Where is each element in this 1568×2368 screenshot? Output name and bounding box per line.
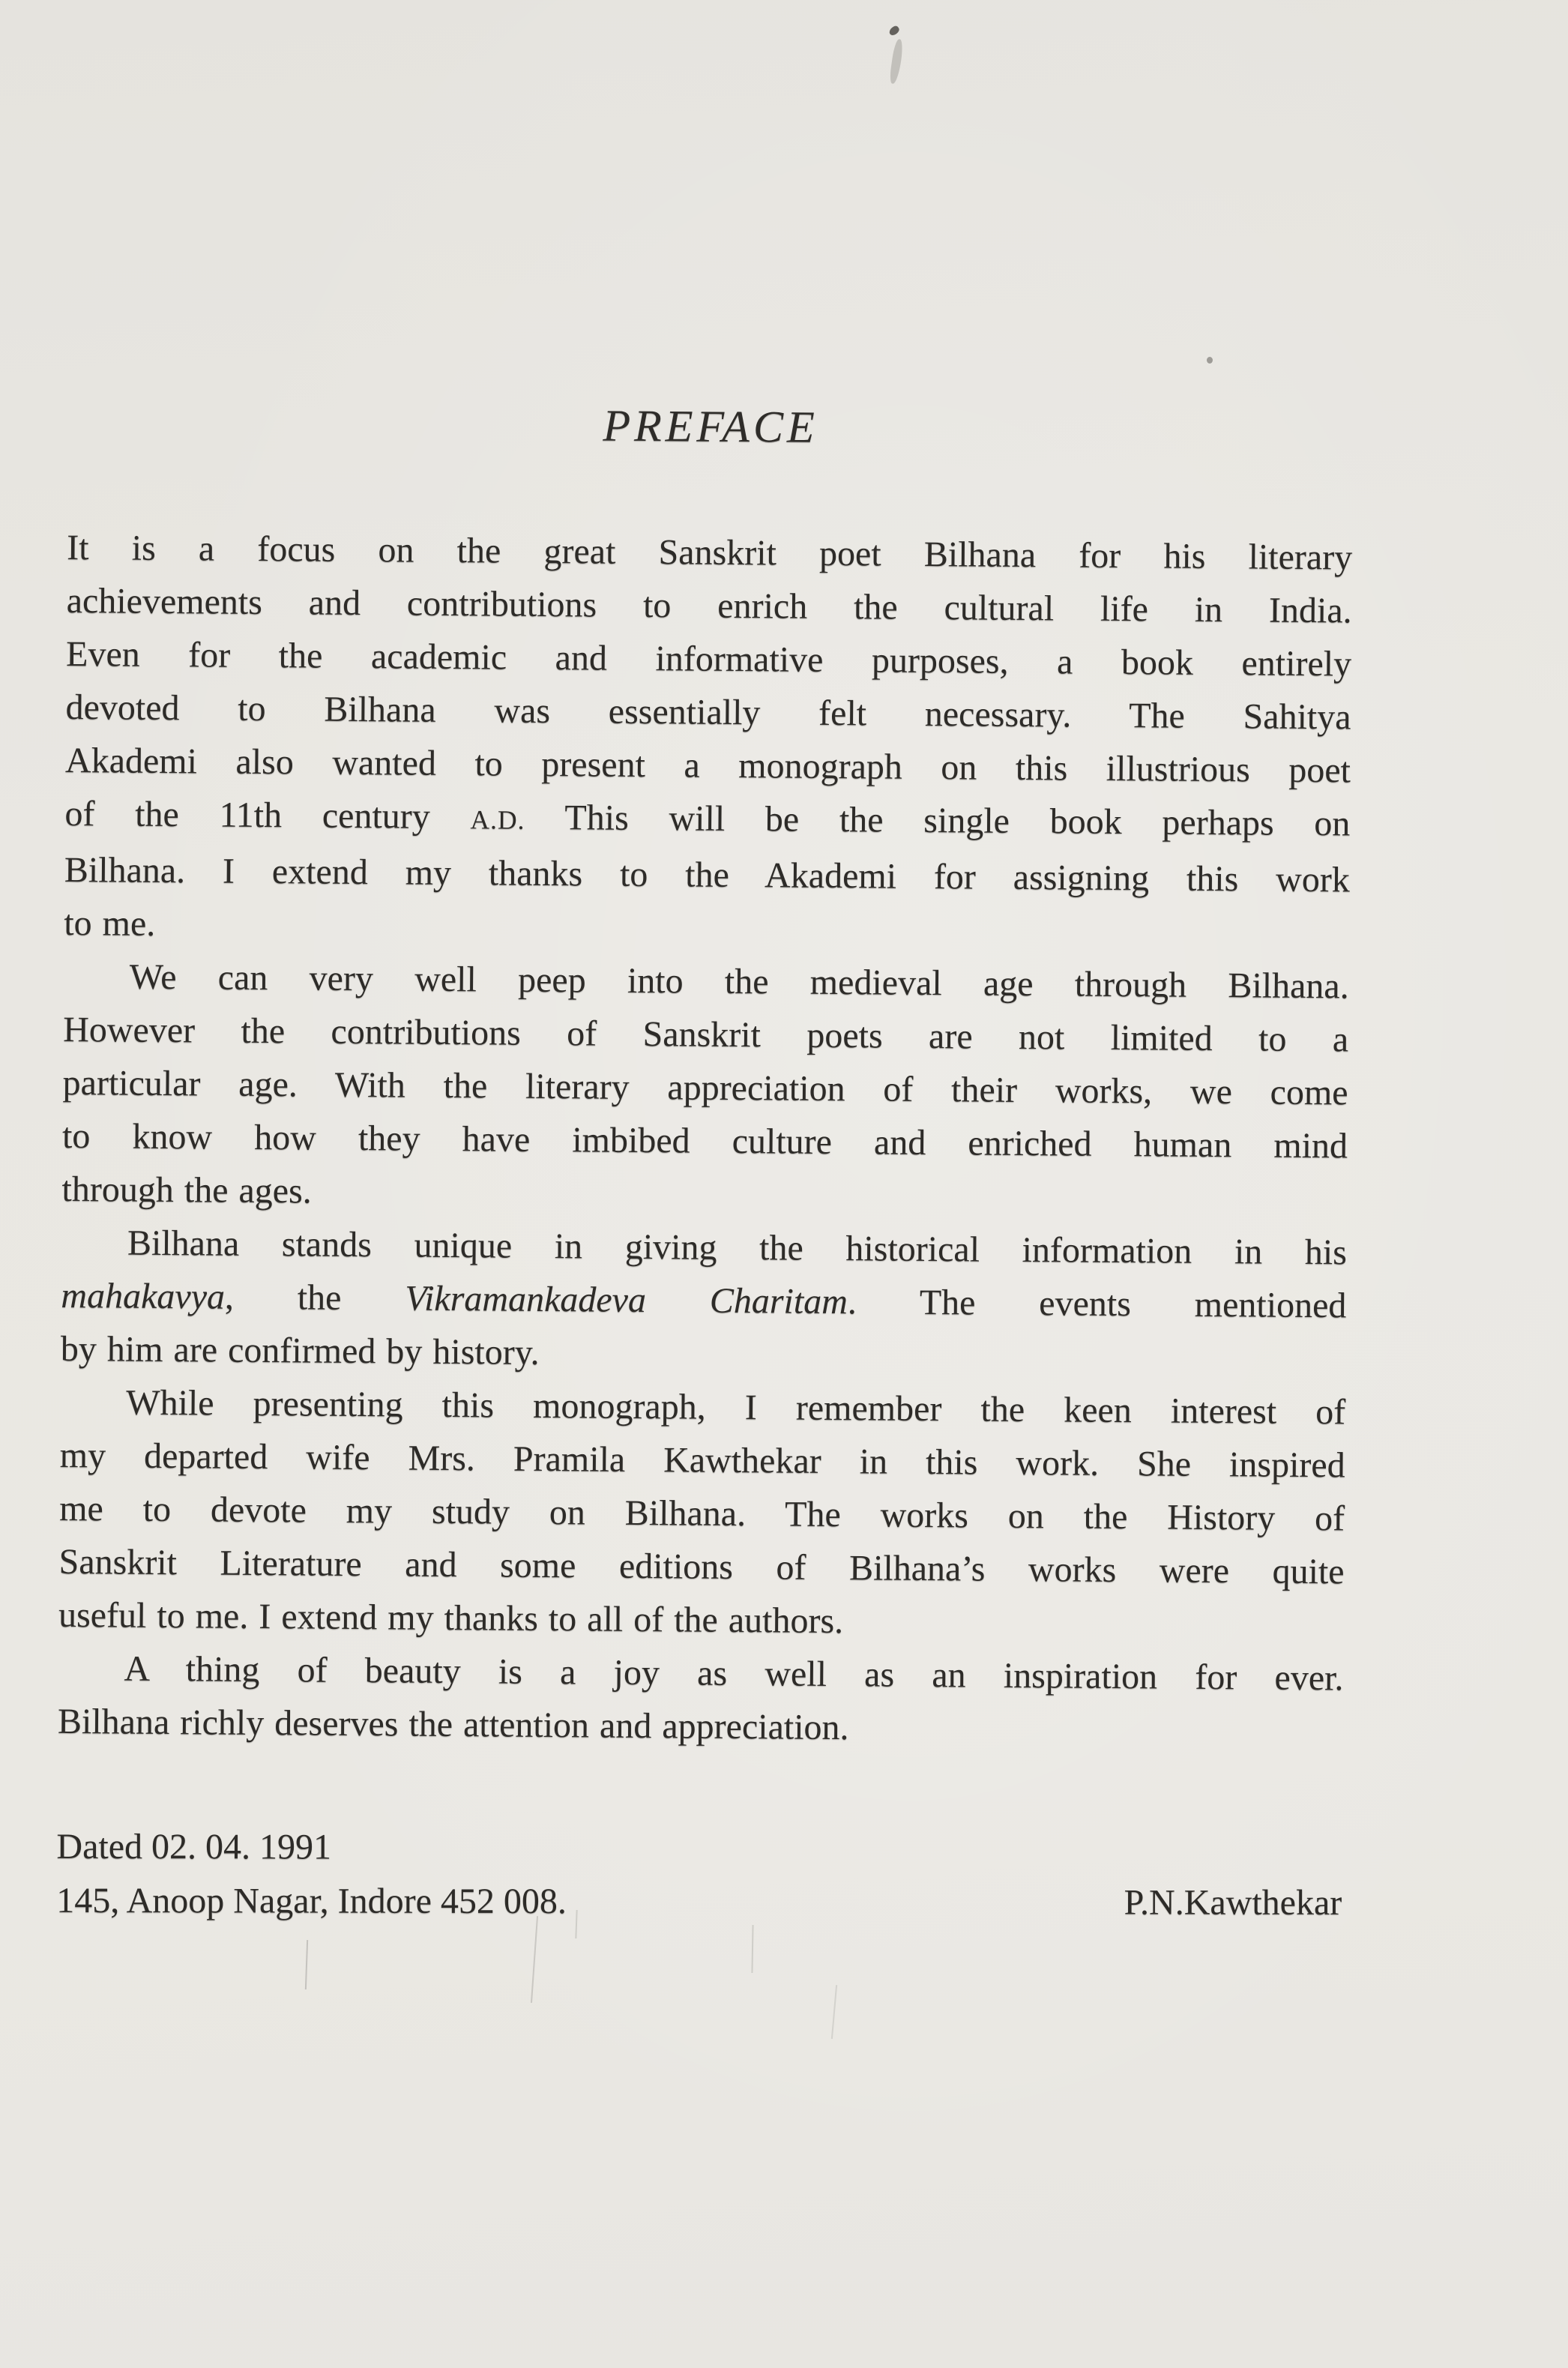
- body-line: [66, 627, 1352, 690]
- body-text: A thing of beauty is a joy as well as an inspiration for ever.: [124, 1648, 1344, 1699]
- body-line: [65, 734, 1351, 797]
- body-line: [62, 1109, 1348, 1172]
- author-name: P.N.Kawthekar: [1124, 1882, 1342, 1923]
- body-text: by him are confirmed by history.: [60, 1328, 540, 1373]
- body-line: [60, 1376, 1346, 1438]
- page-title: PREFACE: [603, 400, 818, 452]
- body-line: [61, 1269, 1347, 1332]
- body-line: [62, 1056, 1348, 1119]
- body-text: While presenting this monograph, I remember the keen interest of: [126, 1382, 1346, 1432]
- italic-text: mahakavya: [61, 1275, 226, 1317]
- body-text: through the ages.: [61, 1169, 312, 1211]
- body-text: devoted to Bilhana was essentially felt necessary. The Sahitya: [65, 687, 1351, 738]
- body-text: achievements and contributions to enrich the cultural life in India.: [66, 580, 1352, 631]
- body-text: of the 11th century: [64, 793, 471, 837]
- body-line: [59, 1429, 1345, 1492]
- preface-body: [58, 521, 1353, 1758]
- body-line: [65, 681, 1351, 744]
- body-line: [63, 1003, 1349, 1066]
- body-text: Akademi also wanted to present a monograph on this illustrious poet: [64, 740, 1351, 791]
- body-text: This will be the single book perhaps on: [525, 797, 1351, 844]
- body-text: Sanskrit Literature and some editions of Bilhana’s works were quite: [58, 1541, 1345, 1592]
- body-text: Bilhana richly deserves the attention and appreciation.: [57, 1701, 849, 1748]
- preface-content: [56, 0, 1357, 1938]
- footer: [56, 1820, 1342, 1930]
- body-text: It is a focus on the great Sanskrit poet Bilhana for his literary: [67, 527, 1353, 578]
- body-line: [58, 1642, 1344, 1705]
- body-line: [64, 787, 1351, 853]
- body-text: my departed wife Mrs. Pramila Kawthekar in this work. She inspired: [59, 1435, 1345, 1486]
- body-line: [58, 1695, 1344, 1758]
- body-line: [61, 1216, 1348, 1279]
- body-text: useful to me. I extend my thanks to all of the authors.: [58, 1594, 844, 1642]
- body-line: [66, 574, 1352, 637]
- body-text: to know how they have imbibed culture and enriched human mind: [61, 1115, 1348, 1166]
- body-line: [67, 521, 1353, 584]
- scan-scratch-mark: [831, 1985, 837, 2039]
- body-text: . The events mentioned: [847, 1282, 1347, 1326]
- body-line: [61, 1322, 1347, 1385]
- smallcaps-text: A.D.: [470, 804, 525, 835]
- body-line: [61, 1163, 1348, 1226]
- body-text: Bilhana stands unique in giving the historical information in his: [127, 1223, 1348, 1273]
- scan-scratch-mark: [305, 1940, 308, 1989]
- dated-line: Dated 02. 04. 1991: [56, 1826, 332, 1867]
- body-text: , the: [224, 1277, 405, 1319]
- body-line: [58, 1588, 1345, 1651]
- footer-row: [56, 1874, 1342, 1930]
- body-line: [64, 897, 1350, 959]
- body-line: [63, 950, 1349, 1013]
- body-text: However the contributions of Sanskrit poets are not limited to a: [63, 1009, 1349, 1060]
- body-line: [59, 1482, 1345, 1545]
- body-text: We can very well peep into the medieval age through Bilhana.: [129, 956, 1349, 1007]
- address-line: 145, Anoop Nagar, Indore 452 008.: [56, 1880, 567, 1922]
- body-text: Even for the academic and informative purposes, a book entirely: [65, 633, 1352, 684]
- body-text: to me.: [64, 903, 156, 944]
- body-text: me to devote my study on Bilhana. The works on the History of: [58, 1488, 1345, 1539]
- body-line: [58, 1535, 1345, 1598]
- body-text: particular age. With the literary appreciation of their works, we come: [62, 1062, 1348, 1113]
- italic-text: Vikramankadeva Charitam: [405, 1278, 848, 1322]
- body-line: [64, 843, 1351, 906]
- body-text: Bilhana. I extend my thanks to the Akademi for assigning this work: [64, 849, 1351, 900]
